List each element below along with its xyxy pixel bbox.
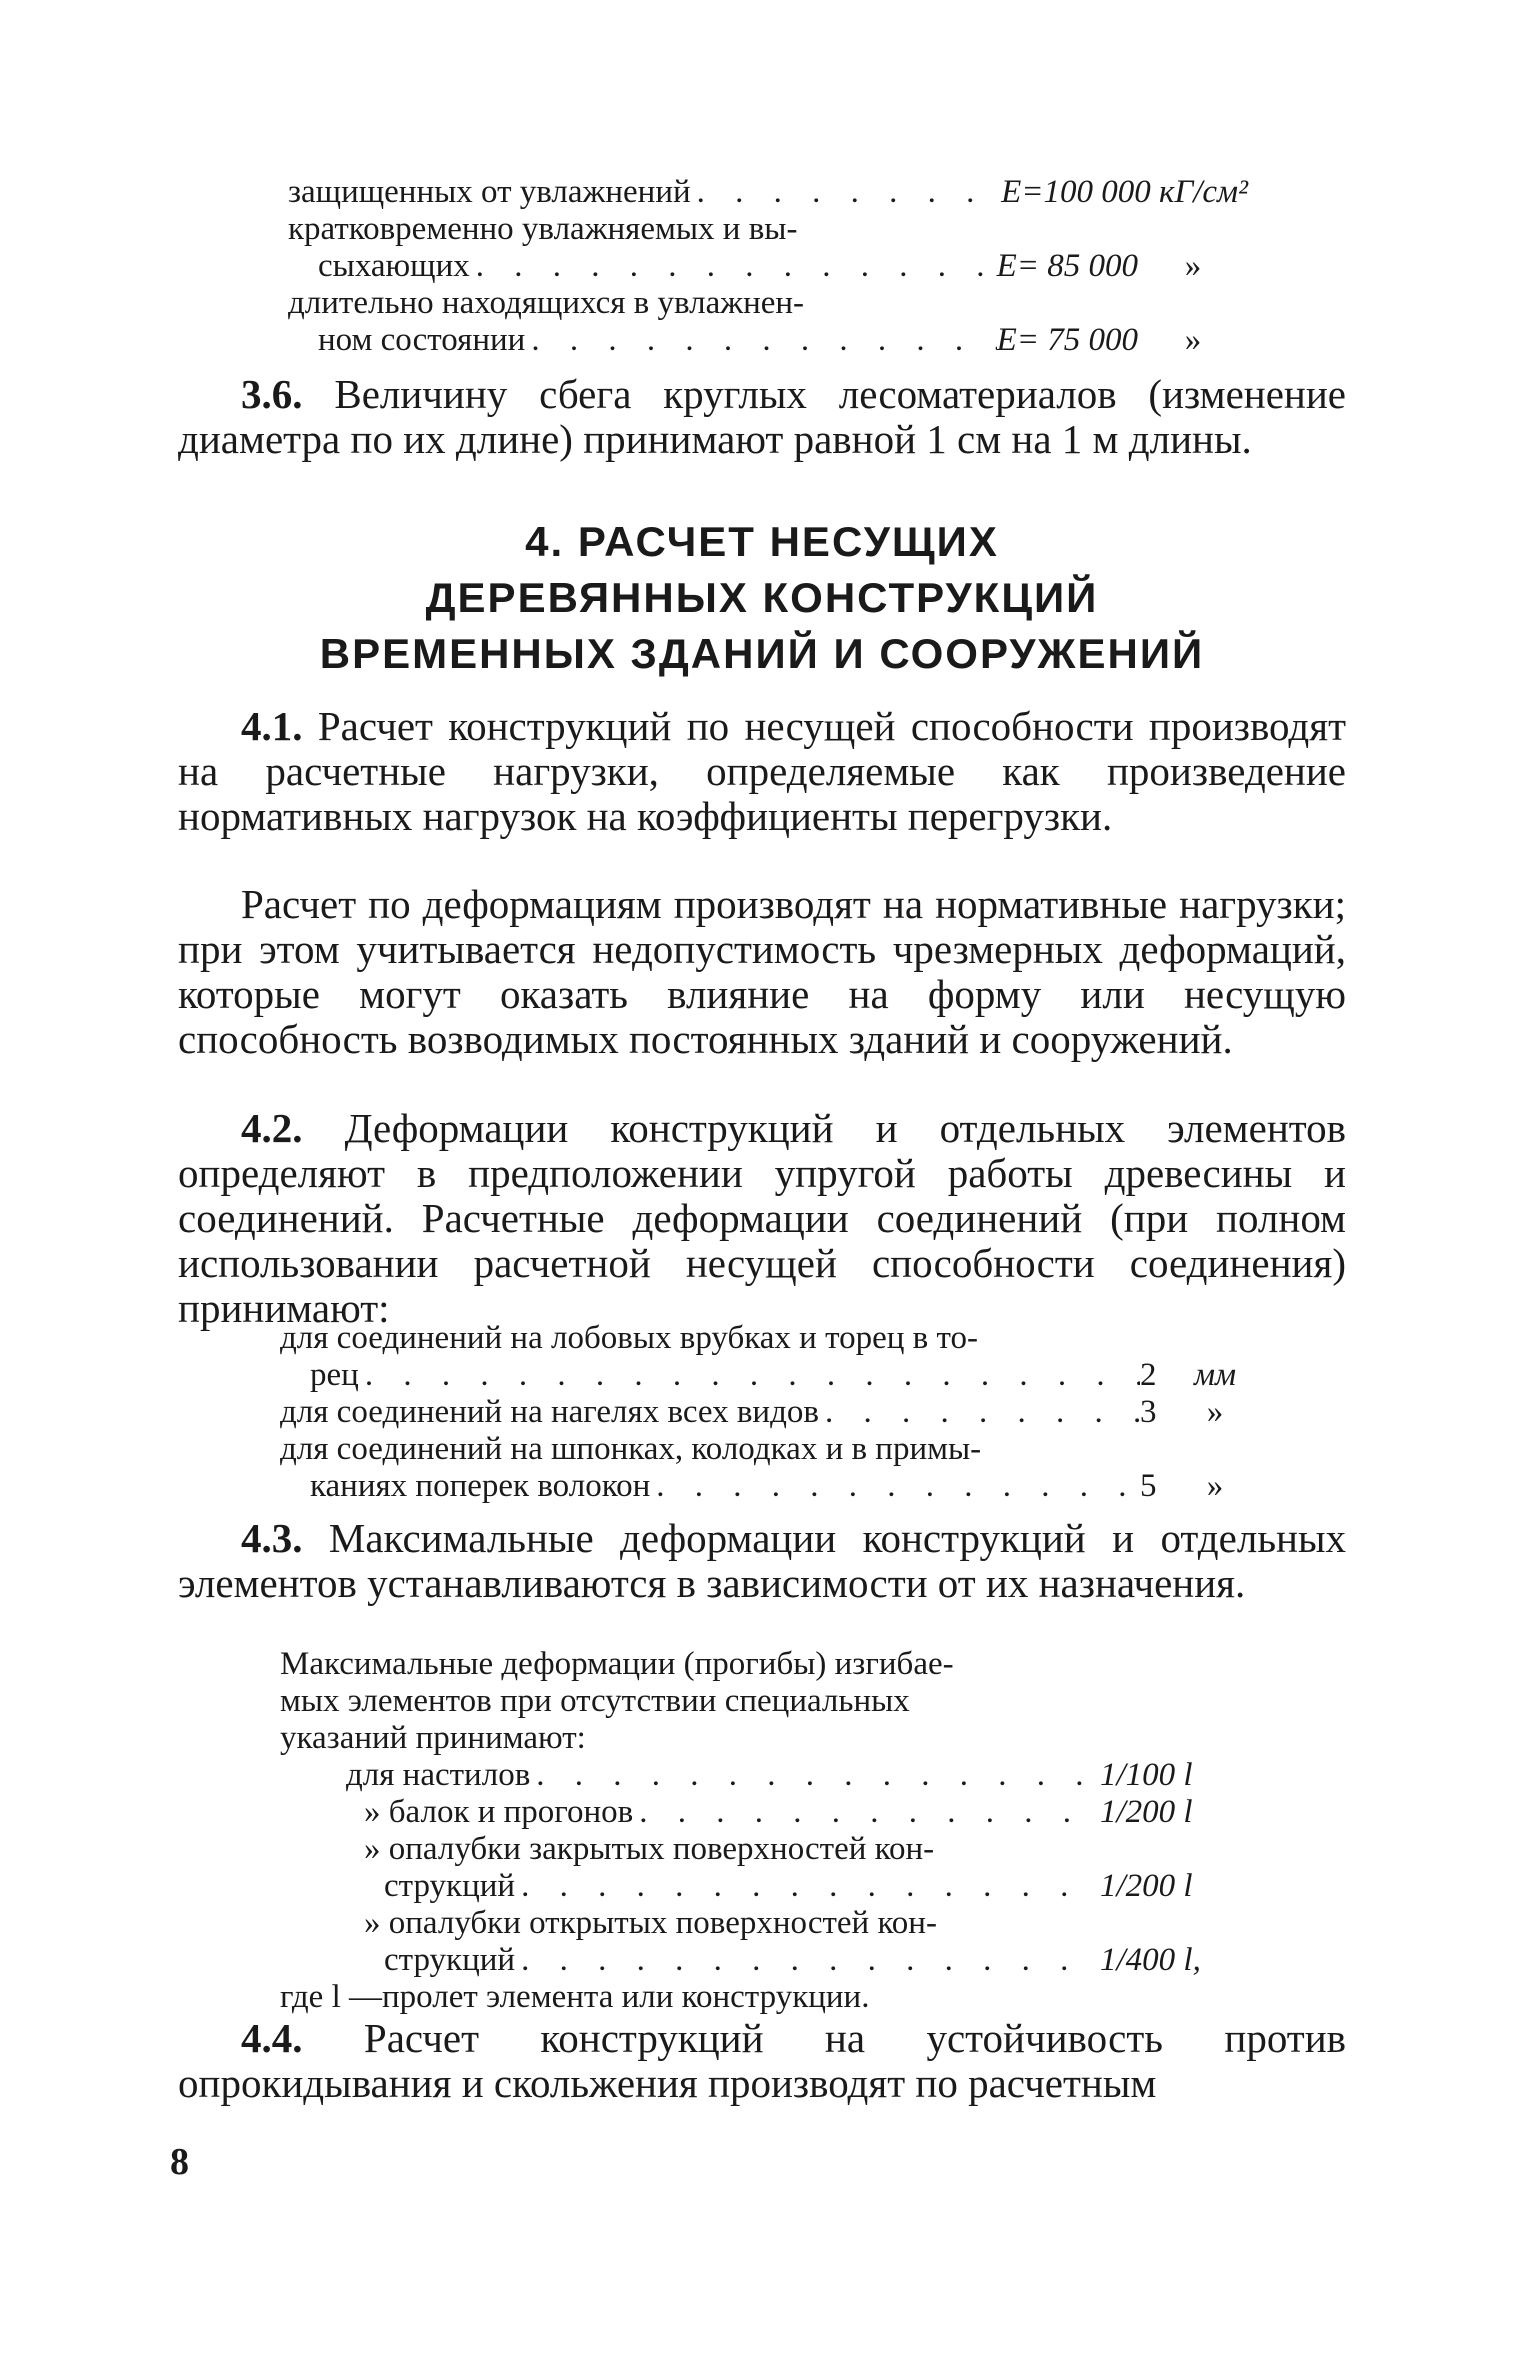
list-intro: Максимальные деформации (прогибы) изгибае- (280, 1646, 954, 1682)
dot-leader (819, 1394, 1140, 1431)
deflection-list (280, 1646, 1250, 2016)
list-item: сыхающих . . . E= 85 000 » (288, 248, 1248, 285)
list-intro: указаний принимают: (280, 1720, 586, 1756)
list-item: рец . . . 2 мм (280, 1357, 1250, 1394)
modulus-list (288, 174, 1248, 359)
list-item: длительно находящихся в увлажнен- (288, 285, 805, 321)
list-item: » опалубки открытых поверхностей кон- (364, 1905, 937, 1941)
dot-leader (359, 1357, 1140, 1394)
page-number: 8 (170, 2141, 189, 2183)
dot-leader (650, 1468, 1140, 1505)
list-note: где l —пролет элемента или конструкции. (280, 1979, 870, 2015)
list-intro: мых элементов при отсутствии специальных (280, 1683, 910, 1719)
paragraph-4-3: 4.3. Максимальные деформации конструкций и отдельных элементов устанавливаются в зависимости от их назначения. (178, 1515, 1347, 1606)
list-item: для соединений на нагелях всех видов . . . 3 » (280, 1394, 1250, 1431)
section-heading: 4. РАСЧЕТ НЕСУЩИХ ДЕРЕВЯННЫХ КОНСТРУКЦИЙ ВРЕМЕННЫХ ЗДАНИЙ И СООРУЖЕНИЙ (319, 518, 1205, 677)
list-item: струкций . . . 1/400 l, (280, 1942, 1250, 1979)
dot-leader (530, 1757, 1100, 1794)
list-item: каниях поперек волокон . . . 5 » (280, 1468, 1250, 1505)
paragraph-4-2: 4.2. Деформации конструкций и отдельных элементов определяют в предположении упругой работы древесины и соединений. Расчетные деформации соединений (при полном использовании расчетной несущей способности соединения) принимают: (178, 1105, 1347, 1331)
joint-deformation-list (280, 1320, 1250, 1505)
list-item: для настилов . . . 1/100 l (280, 1757, 1250, 1794)
dot-leader (470, 248, 997, 285)
paragraph-4-4: 4.4. Расчет конструкций на устойчивость против опрокидывания и скольжения производят по расчетным (178, 2015, 1346, 2106)
list-item: ном состоянии . . . E= 75 000 » (288, 322, 1248, 359)
dot-leader (515, 1868, 1100, 1905)
paragraph-3-6: 3.6. Величину сбега круглых лесоматериалов (изменение диаметра по их длине) принимают равной 1 см на 1 м длины. (178, 371, 1346, 462)
list-item: струкций . . . 1/200 l (280, 1868, 1250, 1905)
list-item: » опалубки закрытых поверхностей кон- (364, 1831, 935, 1867)
list-item: кратковременно увлажняемых и вы- (288, 211, 798, 247)
dot-leader (691, 174, 1001, 211)
paragraph-4-1-continued: Расчет по деформациям производят на нормативные нагрузки; при этом учитывается недопустимость чрезмерных деформаций, которые могут оказать влияние на форму или несущую способность возводимых постоянных зданий и сооружений. (178, 881, 1346, 1062)
dot-leader (633, 1794, 1100, 1831)
paragraph-4-1: 4.1. Расчет конструкций по несущей способности производят на расчетные нагрузки, определяемые как произведение нормативных нагрузок на коэффициенты перегрузки. (178, 703, 1346, 839)
dot-leader (525, 322, 996, 359)
list-item: » балок и прогонов . . . 1/200 l (280, 1794, 1250, 1831)
list-item: защищенных от увлажнений . . . E=100 000 кГ/см² (288, 174, 1248, 211)
list-item: для соединений на шпонках, колодках и в примы- (280, 1431, 982, 1467)
dot-leader (515, 1942, 1100, 1979)
list-item: для соединений на лобовых врубках и торец в то- (280, 1320, 978, 1356)
